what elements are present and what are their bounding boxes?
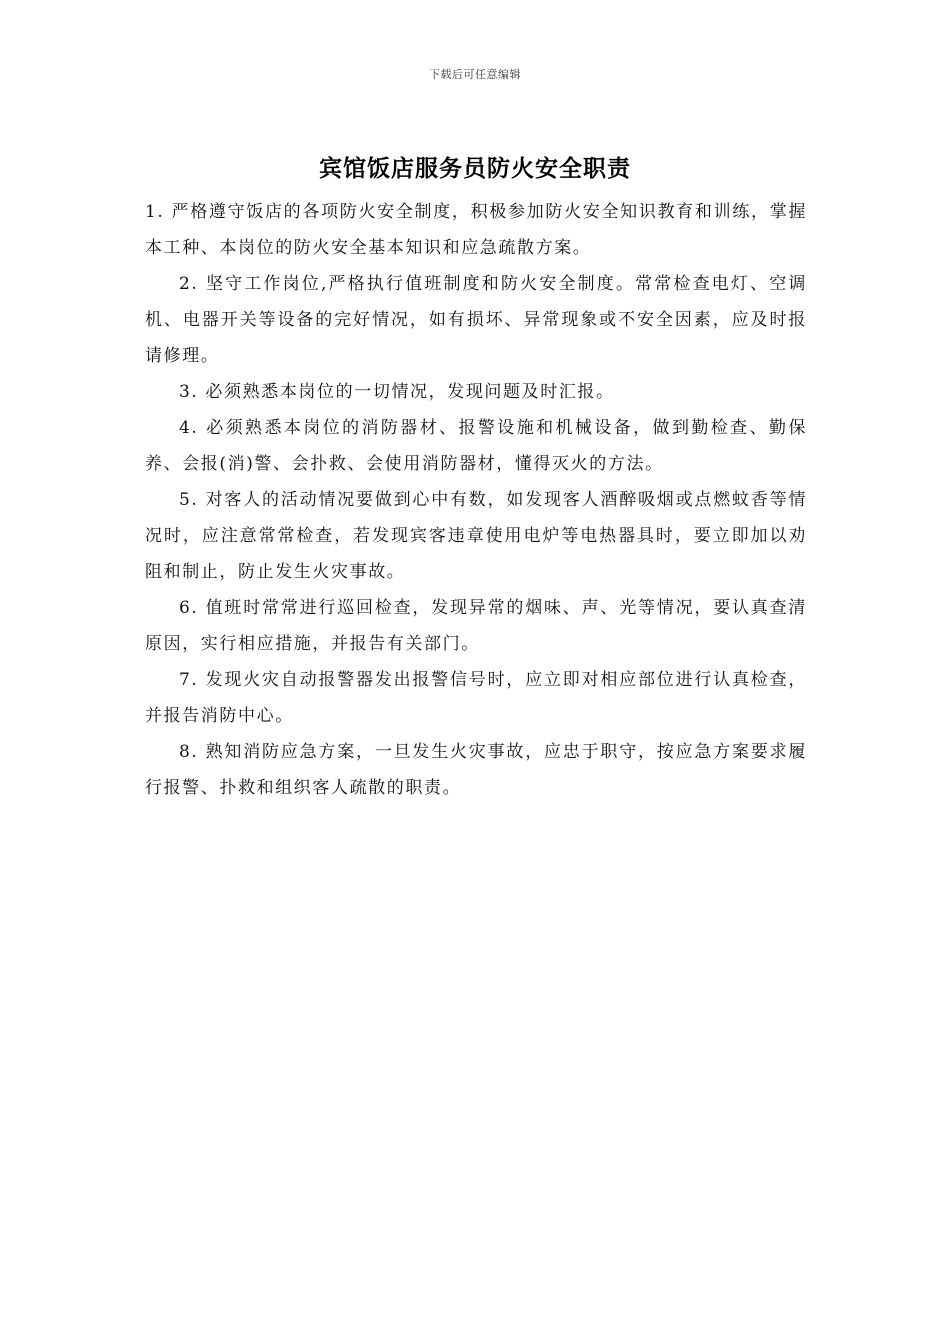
paragraph-3: 3. 必须熟悉本岗位的一切情况，发现问题及时汇报。 [179, 382, 615, 402]
paragraph-6: 6. 值班时常常进行巡回检查，发现异常的烟味、声、光等情况，要认真查清原因，实行相应措施，并报告有关部门。 [145, 598, 807, 654]
paragraph-4: 4. 必须熟悉本岗位的消防器材、报警设施和机械设备，做到勤检查、勤保养、会报(消)警、会扑救、会使用消防器材，懂得灭火的方法。 [145, 418, 807, 474]
header-note: 下载后可任意编辑 [429, 68, 521, 81]
paragraph-8: 8. 熟知消防应急方案，一旦发生火灾事故，应忠于职守，按应急方案要求履行报警、扑救和组织客人疏散的职责。 [145, 742, 807, 798]
paragraph-5: 5. 对客人的活动情况要做到心中有数，如发现客人酒醉吸烟或点燃蚊香等情况时，应注意常常检查，若发现宾客违章使用电炉等电热器具时，要立即加以劝阻和制止，防止发生火灾事故。 [145, 490, 807, 582]
document-body [145, 194, 807, 806]
paragraph-2: 2. 坚守工作岗位,严格执行值班制度和防火安全制度。常常检查电灯、空调机、电器开关等设备的完好情况，如有损坏、异常现象或不安全因素，应及时报请修理。 [145, 274, 807, 366]
paragraph-7: 7. 发现火灾自动报警器发出报警信号时，应立即对相应部位进行认真检查，并报告消防中心。 [145, 670, 807, 726]
document-title: 宾馆饭店服务员防火安全职责 [319, 156, 631, 182]
paragraph-1: 1. 严格遵守饭店的各项防火安全制度，积极参加防火安全知识教育和训练，掌握本工种、本岗位的防火安全基本知识和应急疏散方案。 [145, 202, 807, 258]
